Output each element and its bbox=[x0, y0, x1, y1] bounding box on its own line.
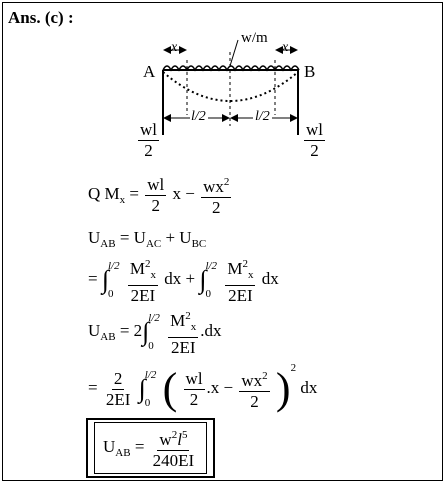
moment-f2-num: wx bbox=[203, 177, 224, 196]
int2-num: M bbox=[227, 259, 243, 278]
result-sub: AB bbox=[115, 446, 131, 459]
int2-num-sub: x bbox=[247, 269, 254, 281]
int1-upper: l/2 bbox=[107, 260, 120, 272]
integral-sign-2: ∫ bbox=[199, 265, 207, 294]
energy-eq: = U bbox=[119, 228, 146, 247]
result-num: w bbox=[159, 430, 172, 449]
load-label: w/m bbox=[241, 30, 268, 46]
int3-num: M bbox=[170, 311, 186, 330]
result-num-sup2: 5 bbox=[181, 429, 188, 441]
equation-energy-sum bbox=[88, 228, 206, 250]
int2-den: 2EI bbox=[228, 286, 253, 305]
result-box bbox=[86, 418, 215, 478]
load-pointer bbox=[230, 40, 238, 66]
double-eq: = 2 bbox=[119, 320, 143, 340]
int1-num-sup: 2 bbox=[144, 258, 151, 270]
sub-dotx: .x − bbox=[206, 378, 234, 397]
paren-close: ) bbox=[275, 364, 291, 414]
x-label-left: x bbox=[171, 40, 178, 55]
result-eq: = bbox=[134, 436, 145, 456]
moment-f1-num: wl bbox=[147, 174, 165, 194]
end-b-label: B bbox=[304, 62, 316, 81]
moment-sub: x bbox=[119, 193, 126, 206]
equation-substituted bbox=[88, 362, 317, 412]
int2-upper: l/2 bbox=[205, 260, 218, 272]
int1-lower: 0 bbox=[107, 288, 114, 300]
end-a-label: A bbox=[143, 62, 156, 81]
x-label-right: x bbox=[282, 40, 289, 55]
double-dx: .dx bbox=[200, 320, 222, 340]
sub-inner-f1-num: wl bbox=[185, 368, 203, 388]
half-label-left: l/2 bbox=[191, 109, 206, 124]
int3-den: 2EI bbox=[170, 338, 196, 357]
moment-f2-sup: 2 bbox=[223, 176, 230, 188]
reaction-left bbox=[136, 120, 161, 161]
integral-sign-1: ∫ bbox=[101, 265, 109, 294]
result-lhs: U bbox=[103, 436, 116, 456]
moment-f2-den: 2 bbox=[211, 198, 221, 217]
int3-num-sup: 2 bbox=[185, 310, 191, 322]
equation-moment bbox=[88, 172, 233, 218]
int2-lower: 0 bbox=[205, 288, 211, 300]
sub-eq: = bbox=[88, 378, 98, 397]
result-num-sup1: 2 bbox=[171, 429, 178, 441]
result-den: 240EI bbox=[152, 451, 195, 470]
equation-energy-integrals bbox=[88, 254, 279, 306]
sub-dx: dx bbox=[300, 378, 318, 397]
integral-sign-3: ∫ bbox=[142, 317, 150, 346]
double-lhs: U bbox=[88, 320, 101, 340]
reaction-right-num: wl bbox=[306, 120, 323, 139]
sub-inner-f2-sup: 2 bbox=[262, 370, 268, 383]
result-num-l: l bbox=[177, 430, 182, 449]
sub-f-den: 2EI bbox=[105, 389, 131, 409]
int1-den: 2EI bbox=[130, 286, 156, 305]
int3-upper: l/2 bbox=[148, 312, 160, 324]
reaction-left-den: 2 bbox=[144, 141, 153, 160]
energy-sub3: BC bbox=[191, 238, 207, 250]
sub-inner-f2-den: 2 bbox=[250, 392, 259, 412]
int1-dx: dx + bbox=[164, 268, 196, 288]
int1-num: M bbox=[129, 259, 145, 278]
moment-eq: = bbox=[129, 183, 139, 203]
integrals-eq: = bbox=[88, 268, 98, 288]
reaction-right-den: 2 bbox=[310, 141, 319, 160]
sub-outer-sup: 2 bbox=[290, 362, 297, 374]
moment-prefix: Q M bbox=[88, 183, 120, 203]
moment-mid: x − bbox=[172, 183, 195, 203]
sub-inner-f1-den: 2 bbox=[189, 389, 199, 409]
reaction-left-num: wl bbox=[140, 120, 157, 139]
int4-upper: l/2 bbox=[144, 369, 157, 382]
int4-lower: 0 bbox=[144, 397, 151, 410]
energy-plus: + U bbox=[165, 228, 192, 247]
sub-inner-f2-num: wx bbox=[241, 371, 263, 391]
energy-sub2: AC bbox=[145, 238, 162, 250]
int2-dx: dx bbox=[261, 268, 279, 288]
int3-num-sub: x bbox=[190, 321, 197, 333]
paren-open: ( bbox=[162, 364, 178, 414]
int1-num-sub: x bbox=[150, 269, 156, 281]
reaction-right bbox=[302, 120, 327, 161]
energy-lhs: U bbox=[88, 228, 101, 247]
sub-f-num: 2 bbox=[113, 368, 123, 388]
answer-heading: Ans. (c) : bbox=[8, 8, 74, 27]
moment-f1-den: 2 bbox=[151, 195, 160, 215]
int2-num-sup: 2 bbox=[242, 258, 248, 270]
integral-sign-4: ∫ bbox=[138, 374, 146, 404]
energy-sub1: AB bbox=[100, 238, 116, 250]
half-label-right: l/2 bbox=[255, 109, 270, 124]
int3-lower: 0 bbox=[148, 340, 154, 352]
equation-energy-double bbox=[88, 306, 222, 358]
double-sub: AB bbox=[100, 330, 116, 343]
